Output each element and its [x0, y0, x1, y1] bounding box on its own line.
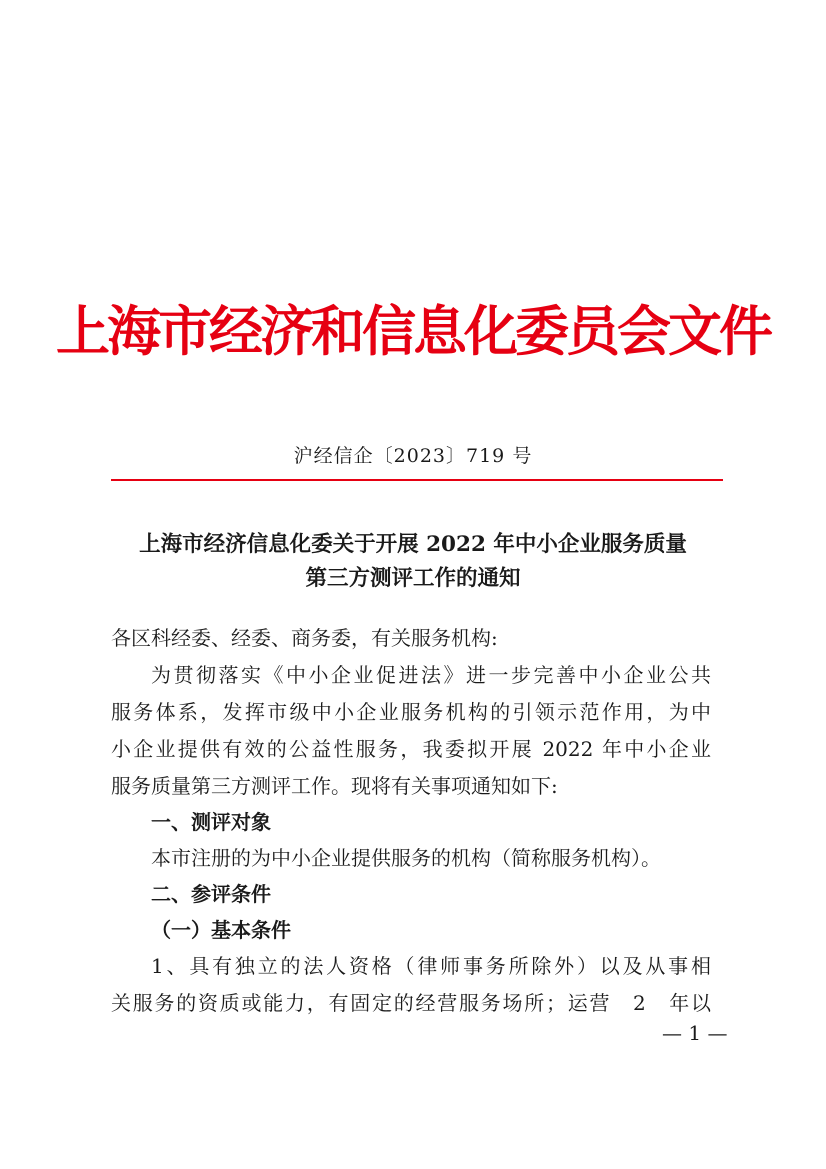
notice-title-line-2: 第三方测评工作的通知 [305, 566, 521, 591]
item-1-line-2: 关服务的资质或能力，有固定的经营服务场所；运营 2 年以 [111, 991, 711, 1015]
masthead-title: 上海市经济和信息化委员会文件 [56, 299, 770, 363]
section-1-heading: 一、测评对象 [151, 810, 271, 834]
notice-title-line-1: 上海市经济信息化委关于开展 2022 年中小企业服务质量 [139, 532, 687, 557]
intro-line-2: 服务体系，发挥市级中小企业服务机构的引领示范作用，为中 [111, 700, 711, 724]
intro-line-1: 为贯彻落实《中小企业促进法》进一步完善中小企业公共 [151, 663, 711, 687]
section-2-heading: 二、参评条件 [151, 882, 271, 906]
page-number: — 1 — [662, 1021, 728, 1045]
section-2-subheading: （一）基本条件 [151, 918, 291, 942]
addressee: 各区科经委、经委、商务委，有关服务机构: [111, 626, 498, 650]
section-1-body: 本市注册的为中小企业提供服务的机构（简称服务机构）。 [151, 846, 661, 870]
red-divider-line [111, 479, 723, 481]
item-1-line-1: 1、具有独立的法人资格（律师事务所除外）以及从事相 [151, 954, 711, 978]
intro-line-4: 服务质量第三方测评工作。现将有关事项通知如下: [111, 774, 558, 798]
document-number: 沪经信企〔2023〕719 号 [293, 445, 533, 467]
intro-line-3: 小企业提供有效的公益性服务，我委拟开展 2022 年中小企业 [111, 737, 711, 761]
